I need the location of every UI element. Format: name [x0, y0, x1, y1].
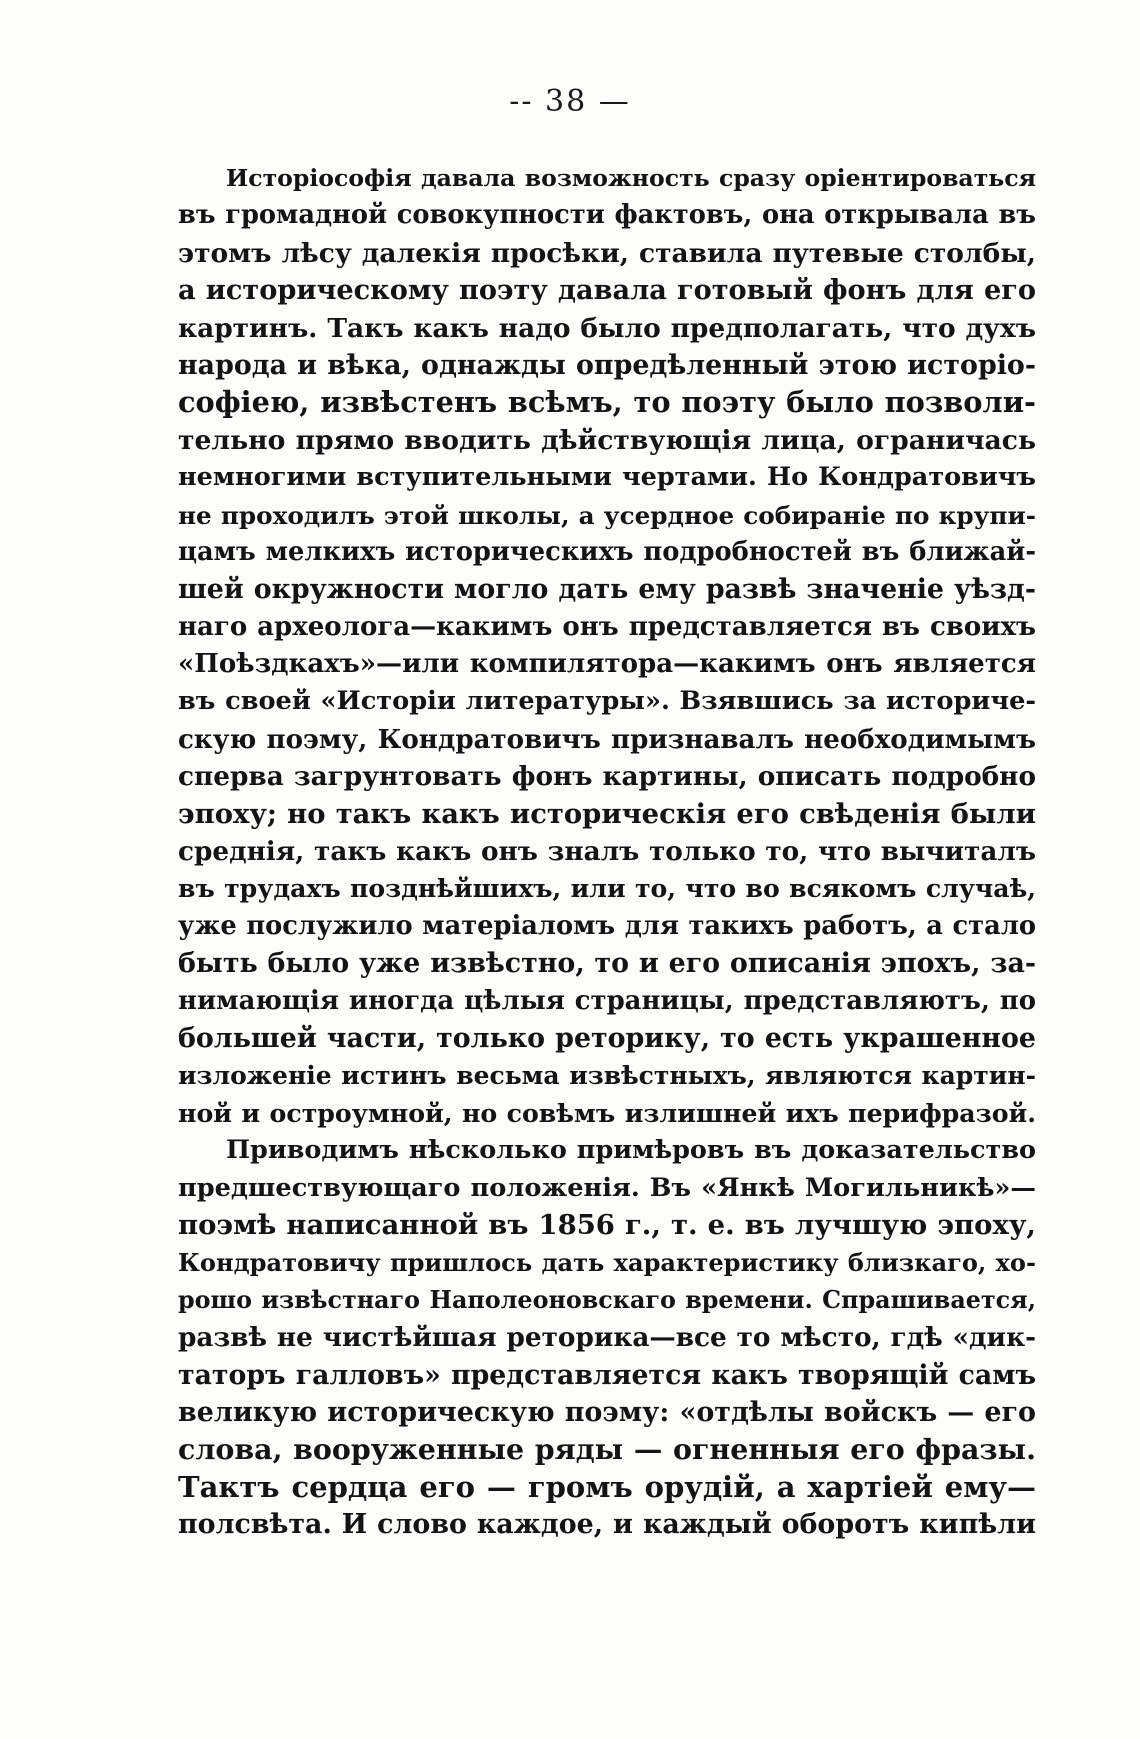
text-line: великую историческую поэму: «отдѣлы войскъ — его [178, 1396, 1036, 1428]
text-line: рошо извѣстнаго Наполеоновскаго времени. Спрашивается, [178, 1285, 1036, 1314]
text-line: народа и вѣка, однажды опредѣленный этою исторіо- [178, 349, 1036, 381]
text-line: уже послужило матеріаломъ для такихъ работъ, а стало [178, 910, 1036, 941]
text-line: тельно прямо вводить дѣйствующія лица, ограничась [178, 424, 1036, 456]
text-line: сперва загрунтовать фонъ картины, описать подробно [178, 761, 1036, 793]
text-line: слова, вооруженные ряды — огненныя его фразы. [178, 1432, 1036, 1467]
text-line: въ громадной совокупности фактовъ, она открывала въ [178, 200, 1036, 231]
text-line: ной и остроумной, но совѣмъ излишней ихъ перифразой. [178, 1097, 1036, 1128]
text-line: среднія, такъ какъ онъ зналъ только то, что вычиталъ [178, 836, 1036, 868]
text-line: картинъ. Такъ какъ надо было предполагать, что духъ [178, 312, 1036, 344]
text-line: Тактъ сердца его — громъ орудій, а хартіей ему— [178, 1469, 1036, 1504]
text-line: развѣ не чистѣйшая реторика—все то мѣсто, гдѣ «дик- [178, 1322, 1036, 1354]
text-line: Кондратовичу пришлось дать характеристику близкаго, хо- [178, 1248, 1036, 1278]
text-line: софіею, извѣстенъ всѣмъ, то поэту было позволи- [178, 385, 1036, 420]
text-line: въ своей «Исторіи литературы». Взявшись за историче- [178, 686, 1036, 717]
text-line: «Поѣздкахъ»—или компилятора—какимъ онъ является [178, 649, 1036, 680]
page-number: -- 38 — [509, 84, 631, 119]
text-line: таторъ галловъ» представляется какъ творящій самъ [178, 1359, 1036, 1391]
text-line: немногими вступительными чертами. Но Кондратовичъ [178, 462, 1036, 493]
text-line: этомъ лѣсу далекія просѣки, ставила путевые столбы, [178, 237, 1036, 269]
text-line: поэмѣ написанной въ 1856 г., т. е. въ лучшую эпоху, [178, 1208, 1036, 1241]
text-line: предшествующаго положенія. Въ «Янкѣ Могильникѣ»— [178, 1172, 1036, 1203]
text-line: цамъ мелкихъ историческихъ подробностей въ ближай- [178, 536, 1036, 567]
text-line: Исторіософія давала возможность сразу оріентироваться [226, 164, 1036, 192]
text-line: въ трудахъ позднѣйшихъ, или то, что во всякомъ случаѣ, [178, 873, 1036, 904]
text-line: изложеніе истинъ весьма извѣстныхъ, являются картин- [178, 1061, 1036, 1091]
text-line: полсвѣта. И слово каждое, и каждый оборотъ кипѣли [178, 1509, 1036, 1541]
text-line: быть было уже извѣстно, то и его описанія эпохъ, за- [178, 948, 1036, 980]
text-line: шей окружности могло дать ему развѣ значеніе уѣзд- [178, 574, 1036, 606]
text-line: скую поэму, Кондратовичъ признавалъ необходимымъ [178, 723, 1036, 755]
text-line: Приводимъ нѣсколько примѣровъ въ доказательство [226, 1135, 1036, 1166]
text-line: большей части, только реторику, то есть украшенное [178, 1022, 1036, 1054]
text-line: нимающія иногда цѣлыя страницы, представляютъ, по [178, 985, 1036, 1016]
body-text [178, 160, 1036, 1543]
text-line: наго археолога—какимъ онъ представляется въ своихъ [178, 611, 1036, 642]
text-line: эпоху; но такъ какъ историческія его свѣденія были [178, 797, 1036, 830]
text-line: не проходилъ этой школы, а усердное собираніе по крупи- [178, 500, 1036, 530]
text-line: а историческому поэту давала готовый фонъ для его [178, 274, 1036, 307]
